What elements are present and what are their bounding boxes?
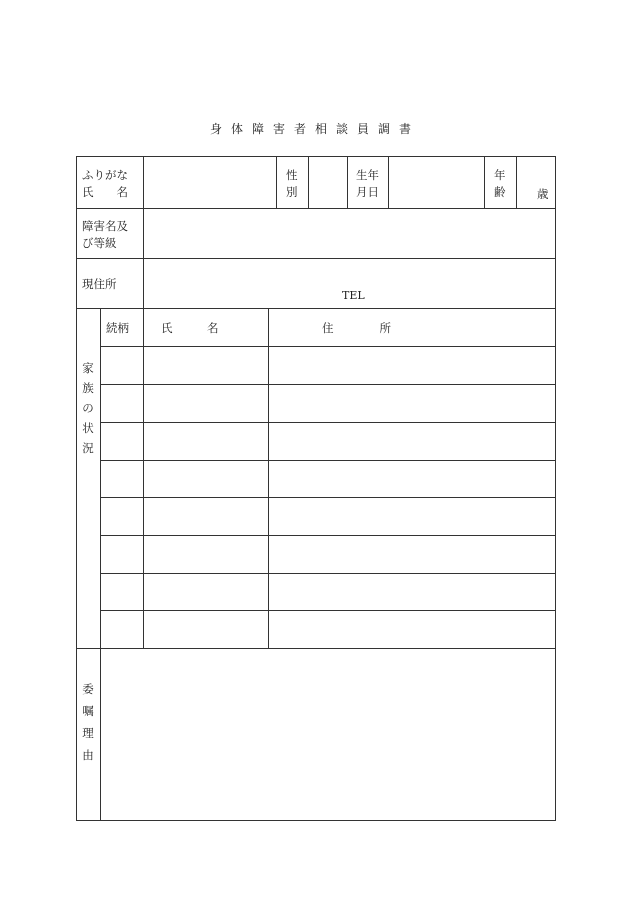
sex-label-2: 別 [286, 185, 298, 199]
row-rule [76, 648, 556, 649]
col-rule [276, 156, 277, 208]
age-label-2: 齢 [494, 185, 506, 199]
family-col-rule [268, 308, 269, 649]
family-row-rule [100, 610, 556, 611]
family-row-rule [100, 573, 556, 574]
family-col-rule [143, 308, 144, 649]
birth-label-1: 生年 [356, 168, 379, 182]
age-label-1: 年 [494, 168, 506, 182]
col-rule [484, 156, 485, 208]
address-column-header: 住 所 [322, 321, 391, 335]
address-label: 現住所 [82, 277, 117, 291]
tel-label: TEL [342, 289, 365, 302]
relation-column-header: 続柄 [106, 321, 129, 335]
disability-label-2: び等級 [82, 236, 117, 250]
table-right-border [555, 156, 556, 821]
family-row-rule [100, 460, 556, 461]
disability-label-1: 障害名及 [82, 219, 128, 233]
document-title: 身体障害者相談員調書 [209, 122, 420, 136]
row-rule [76, 258, 556, 259]
reason-side-label: 委嘱理由 [82, 682, 94, 762]
family-row-rule [100, 535, 556, 536]
col-rule [347, 156, 348, 208]
family-side-label: 家族の状況 [82, 361, 94, 455]
furigana-label: ふりがな [82, 168, 128, 182]
col-rule [388, 156, 389, 208]
name-column-header: 氏 名 [161, 321, 219, 335]
family-row-rule [100, 422, 556, 423]
col-rule [308, 156, 309, 208]
table-bottom-border [76, 820, 556, 821]
age-unit-label: 歳 [537, 187, 549, 201]
table-left-border [76, 156, 77, 821]
family-row-rule [100, 384, 556, 385]
row-rule [76, 308, 556, 309]
row-rule [76, 208, 556, 209]
name-label: 氏 名 [82, 185, 128, 199]
col-rule [516, 156, 517, 208]
birth-label-2: 月日 [356, 185, 379, 199]
side-label-rule [100, 308, 101, 821]
col-rule [143, 156, 144, 309]
sex-label-1: 性 [286, 168, 298, 182]
family-row-rule [100, 346, 556, 347]
family-row-rule [100, 497, 556, 498]
